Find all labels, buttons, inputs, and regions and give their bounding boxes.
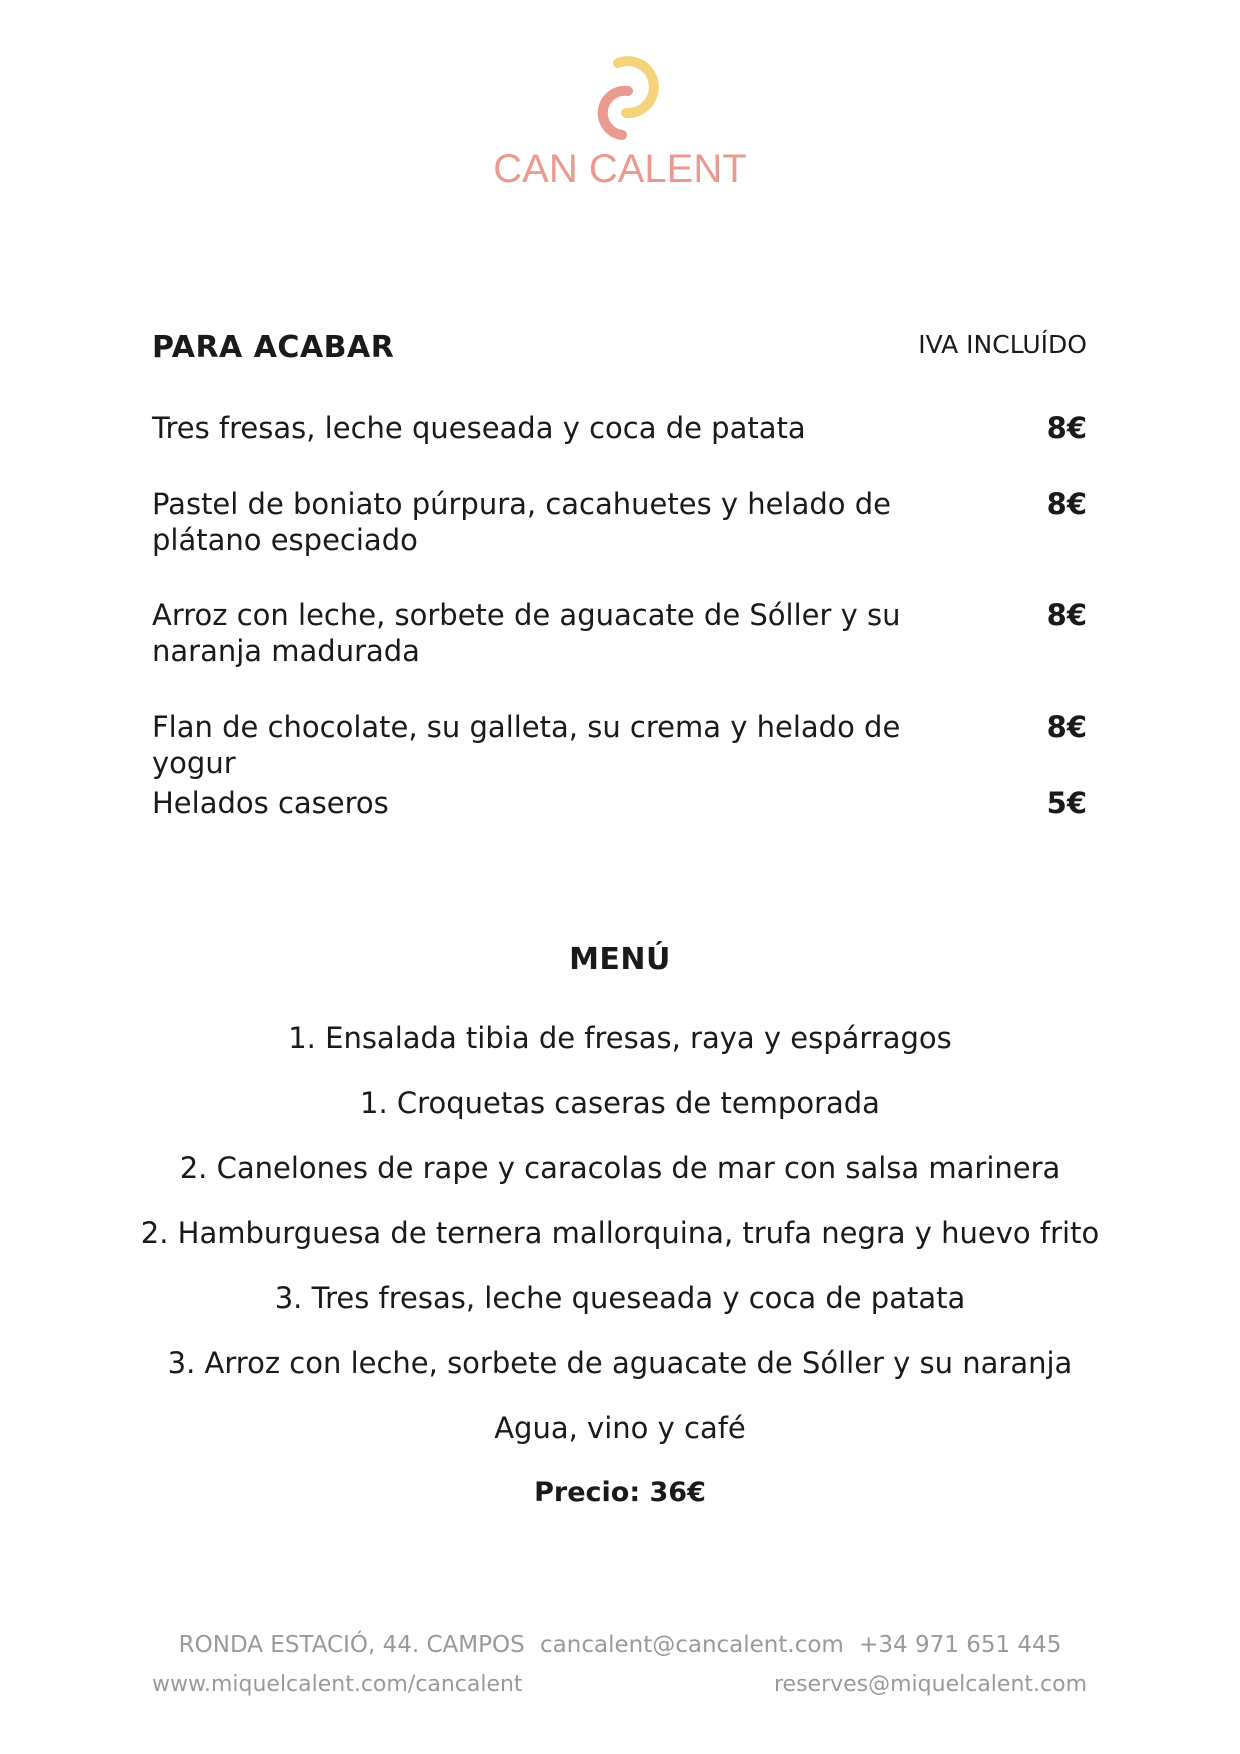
item-description: Flan de chocolate, su galleta, su crema y helado de yogur xyxy=(152,710,901,780)
item-description: Tres fresas, leche queseada y coca de patata xyxy=(152,411,806,445)
item-price: 8€ xyxy=(1046,411,1087,445)
dessert-item xyxy=(152,486,1087,558)
item-description: Pastel de boniato púrpura, cacahuetes y helado de plátano especiado xyxy=(152,487,891,557)
section-title: PARA ACABAR xyxy=(152,330,395,365)
item-description: Helados caseros xyxy=(152,786,389,820)
menu-line: 1. Croquetas caseras de temporada xyxy=(360,1086,880,1120)
item-price: 5€ xyxy=(1046,786,1087,820)
section-header xyxy=(152,330,1087,370)
menu-line: Agua, vino y café xyxy=(494,1411,746,1445)
menu-line: 3. Arroz con leche, sorbete de aguacate de Sóller y su naranja xyxy=(167,1346,1073,1380)
item-description: Arroz con leche, sorbete de aguacate de Sóller y su naranja madurada xyxy=(152,598,901,668)
footer-address: RONDA ESTACIÓ, 44. CAMPOS xyxy=(178,1632,525,1658)
brand-logo-icon xyxy=(580,55,660,145)
dessert-item xyxy=(152,597,1087,669)
item-price: 8€ xyxy=(1046,710,1087,744)
footer-phone[interactable]: +34 971 651 445 xyxy=(859,1632,1062,1658)
footer-reservations[interactable]: reserves@miquelcalent.com xyxy=(773,1672,1087,1697)
menu-line: 2. Hamburguesa de ternera mallorquina, trufa negra y huevo frito xyxy=(140,1216,1100,1250)
tax-note: IVA INCLUÍDO xyxy=(918,330,1087,359)
dessert-item xyxy=(152,709,1087,781)
menu-list xyxy=(0,1020,1240,1511)
menu-price: Precio: 36€ xyxy=(534,1477,706,1508)
footer-email[interactable]: cancalent@cancalent.com xyxy=(540,1632,844,1658)
dessert-item xyxy=(152,410,1087,446)
brand-logo xyxy=(0,55,1240,189)
menu-line: 3. Tres fresas, leche queseada y coca de patata xyxy=(274,1281,966,1315)
menu-title: MENÚ xyxy=(569,942,671,977)
brand-name: CAN CALENT xyxy=(493,147,747,191)
footer-contact xyxy=(0,1632,1240,1658)
footer-website[interactable]: www.miquelcalent.com/cancalent xyxy=(152,1672,523,1697)
item-price: 8€ xyxy=(1046,598,1087,632)
menu-line: 1. Ensalada tibia de fresas, raya y espárragos xyxy=(288,1021,952,1055)
dessert-item xyxy=(152,785,1087,821)
menu-line: 2. Canelones de rape y caracolas de mar con salsa marinera xyxy=(179,1151,1061,1185)
item-price: 8€ xyxy=(1046,487,1087,521)
